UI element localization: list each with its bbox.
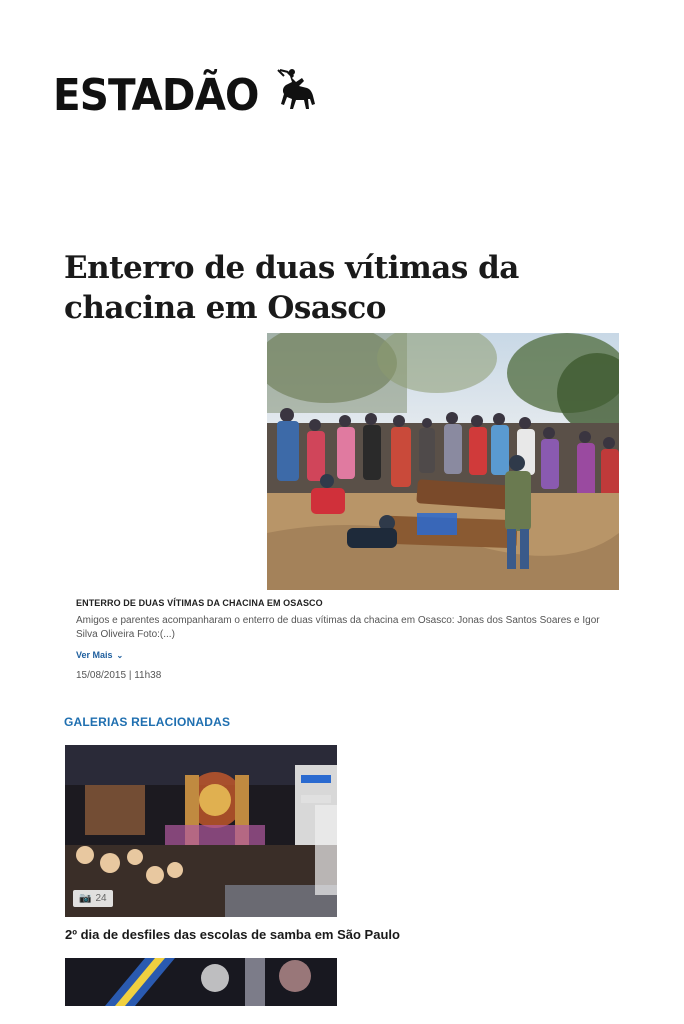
article-main-photo[interactable] (267, 333, 619, 590)
photo-caption-text: Amigos e parentes acompanharam o enterro de duas vítimas da chacina em Osasco: Jonas dos Santos Soares e Igor Silva Oliveira Foto:(...) (76, 615, 600, 640)
brand-name: ESTADÃO (53, 70, 259, 121)
brand-logo[interactable] (53, 66, 322, 122)
related-galleries-title: GALERIAS RELACIONADAS (64, 715, 231, 729)
ver-mais-link[interactable] (76, 650, 123, 660)
gallery-caption-link[interactable]: 2º dia de desfiles das escolas de samba em São Paulo (65, 927, 400, 942)
article-date: 15/08/2015 | 11h38 (76, 670, 162, 681)
ver-mais-label: Ver Mais (76, 650, 113, 660)
funeral-photo-illustration (267, 333, 619, 590)
related-gallery-card[interactable] (65, 745, 400, 942)
camera-icon: 📷 (79, 893, 92, 904)
photo-caption-title: ENTERRO DE DUAS VÍTIMAS DA CHACINA EM OSASCO (76, 598, 323, 608)
chevron-down-icon: ⌄ (116, 650, 124, 660)
photo-count-badge (73, 890, 113, 907)
gallery-thumbnail[interactable] (65, 745, 337, 917)
carnival-photo-illustration-2 (65, 958, 337, 1006)
article-headline: Enterro de duas vítimas da chacina em Osasco (64, 250, 519, 326)
photo-count: 24 (95, 893, 107, 904)
related-gallery-thumbnail-2[interactable] (65, 958, 337, 1006)
knight-horse-icon (268, 66, 322, 120)
